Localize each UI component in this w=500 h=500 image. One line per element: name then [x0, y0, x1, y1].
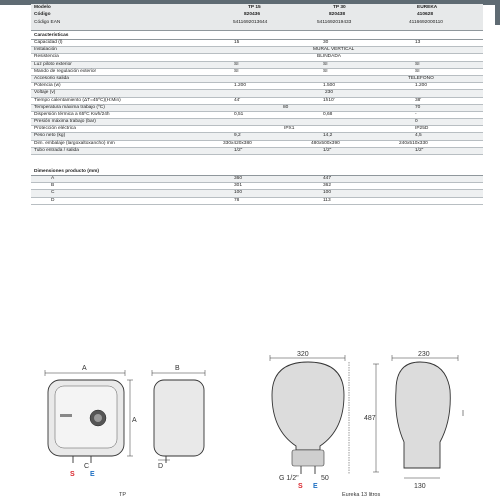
header-row-ean — [34, 21, 481, 28]
tp-caption: TP — [119, 492, 127, 498]
section-title-dimensions — [31, 167, 483, 176]
spec-value-tp15: 0,51 — [234, 111, 244, 117]
section-title-characteristics — [31, 31, 483, 40]
dim-value-tp15: 360 — [234, 176, 243, 181]
tp-inlet-e: E — [90, 471, 95, 478]
dim-row — [31, 198, 483, 205]
spec-value-tp30: 0,68 — [323, 111, 333, 117]
eureka-outlet-s: S — [298, 483, 303, 490]
spec-value-tp30: 14,2 — [323, 133, 333, 139]
eureka-dim-50: 50 — [321, 475, 329, 482]
eureka-dim-depth: 230 — [418, 351, 430, 358]
header-model-eureka: EUREKA — [417, 5, 438, 10]
spec-label: Tubo entrada / salida — [34, 147, 79, 153]
spec-label: Temperatura máxima trabajo (ºC) — [34, 104, 105, 110]
spec-label: Potencia (w) — [34, 83, 61, 89]
dim-value-tp15: 78 — [234, 197, 240, 203]
dim-value-tp30: 100 — [323, 190, 332, 196]
spec-row — [31, 98, 483, 105]
dim-row — [31, 190, 483, 197]
spec-row — [31, 133, 483, 140]
header-row-code — [34, 13, 481, 20]
spec-value-tp15-tp30: 80 — [283, 104, 289, 110]
spec-value-tp30: 1.500 — [323, 83, 336, 89]
tp-dim-c: C — [84, 463, 90, 470]
spec-row — [31, 141, 483, 148]
eureka-side-view — [364, 351, 463, 490]
dim-label: D — [51, 197, 55, 203]
spec-label: Dispersión térmica a 65ºC Kwh/24h — [34, 111, 110, 117]
spec-row — [31, 148, 483, 155]
header-label-code: Código — [34, 12, 51, 17]
spec-value-eureka: 1/2" — [415, 147, 424, 153]
spec-row — [31, 47, 483, 54]
tp-outlet-s: S — [70, 471, 75, 478]
spec-value-tp15: 330x420x380 — [223, 140, 252, 146]
spec-value-tp30: 480x500x390 — [311, 140, 340, 146]
tp-front-view — [45, 365, 137, 498]
right-edge-tab — [495, 5, 500, 25]
spec-label: Tiempo calentamiento (ΔT=45ºC)(H:Min) — [34, 97, 121, 103]
dim-label: A — [51, 176, 55, 181]
dim-label: B — [51, 183, 55, 189]
spec-value-tp15: SI — [234, 61, 239, 67]
spec-value-eureka: 240x510x330 — [399, 140, 428, 146]
spec-label: Dim. embalaje (largoxaltoxancho) mm — [34, 140, 115, 146]
dim-value-tp30: 447 — [323, 176, 332, 181]
eureka-dim-130: 130 — [414, 483, 426, 490]
spec-label: Accesorio salida — [34, 75, 69, 81]
header-ean-eureka: 4116692000110 — [409, 19, 443, 25]
spec-row — [31, 112, 483, 119]
eureka-front-view — [270, 351, 380, 498]
spec-value-eureka: SI — [415, 61, 420, 67]
spec-value-eureka: 13 — [415, 40, 421, 45]
spec-label: Resistencia — [34, 54, 59, 60]
spec-value-tp15: 1.200 — [234, 83, 247, 89]
dim-label: C — [51, 190, 55, 196]
spec-label: Protección eléctrica — [34, 126, 76, 132]
dim-row — [31, 183, 483, 190]
spec-value-tp30: SI — [323, 61, 328, 67]
spec-value-tp15: 9,2 — [234, 133, 241, 139]
dim-row — [31, 176, 483, 183]
spec-value-eureka: 1.200 — [415, 83, 428, 89]
spec-value-eureka: 0 — [415, 119, 418, 125]
section-gap — [31, 155, 483, 167]
spec-value-tp15: 1/2" — [234, 147, 243, 153]
spec-value-tp15: 15 — [234, 40, 240, 45]
spec-row — [31, 62, 483, 69]
spec-row — [31, 54, 483, 61]
spec-value-tp15: 44' — [234, 97, 241, 103]
spec-row — [31, 90, 483, 97]
header-model-tp30: TP 30 — [333, 5, 346, 10]
spec-value-eureka: TELEFONO — [408, 75, 434, 81]
tp-dim-a-top: A — [82, 365, 87, 372]
spec-label: Peso neto (kg) — [34, 133, 66, 139]
spec-value-all: 230 — [325, 90, 334, 96]
spec-value-all: MURAL VERTICAL — [313, 47, 355, 53]
eureka-caption: Eureka 13 litros — [342, 492, 381, 498]
header-ean-tp15: 5411692013644 — [233, 19, 268, 25]
header-code-tp15: 820436 — [244, 12, 261, 17]
header-model-tp15: TP 15 — [248, 5, 261, 10]
spec-value-eureka: IP25D — [415, 126, 429, 132]
technical-drawing — [0, 350, 500, 500]
spec-value-eureka: SI — [415, 68, 420, 74]
eureka-dim-width: 320 — [297, 351, 309, 358]
spec-value-eureka: 4,5 — [415, 133, 422, 139]
dim-value-tp30: 362 — [323, 183, 332, 189]
dim-value-tp15: 301 — [234, 183, 243, 189]
spec-label: Mando de regulación exterior — [34, 68, 97, 74]
eureka-thread: G 1/2" — [279, 475, 299, 482]
spec-value-eureka: - — [415, 111, 417, 117]
spec-row — [31, 105, 483, 112]
spec-value-eureka: 38' — [415, 97, 422, 103]
spec-value-tp15-tp30: IPX1 — [284, 126, 295, 132]
header-label-ean: Código EAN — [34, 19, 61, 25]
dim-value-tp15: 100 — [234, 190, 243, 196]
spec-label: Luz piloto exterior — [34, 61, 72, 67]
spec-label: Capacidad (l) — [34, 40, 63, 45]
eureka-dim-height: 487 — [364, 415, 376, 422]
spec-label: Presión máxima trabajo (bar) — [34, 119, 96, 125]
spec-value-tp30: 30 — [323, 40, 329, 45]
spec-value-tp30: 1/2" — [323, 147, 332, 153]
spec-value-tp30: 1h10' — [323, 97, 335, 103]
dim-value-tp30: 113 — [323, 197, 331, 203]
tp-dim-d: D — [158, 463, 164, 470]
section-label-dimensions: Dimensiones producto (mm) — [34, 169, 100, 174]
spec-row — [31, 83, 483, 90]
spec-table — [31, 4, 483, 205]
section-label-characteristics: Características — [34, 33, 69, 38]
spec-value-eureka: 70 — [415, 104, 421, 110]
spec-row — [31, 40, 483, 47]
header-code-tp30: 820438 — [329, 12, 346, 17]
spec-row — [31, 69, 483, 76]
tp-side-view — [152, 365, 205, 470]
eureka-inlet-e: E — [313, 483, 318, 490]
model-header — [31, 4, 483, 31]
tp-dim-a-side: A — [132, 417, 137, 424]
header-ean-tp30: 5411692019433 — [317, 19, 352, 25]
spec-value-tp15: SI — [234, 68, 239, 74]
spec-value-all: BLINDADA — [317, 54, 341, 60]
header-code-eureka: 410628 — [417, 12, 434, 17]
tp-dim-b: B — [175, 365, 180, 372]
spec-label: Instalación — [34, 47, 57, 53]
spec-value-tp30: SI — [323, 68, 328, 74]
spec-label: Voltaje (v) — [34, 90, 56, 96]
header-label-model: Modelo — [34, 5, 51, 10]
